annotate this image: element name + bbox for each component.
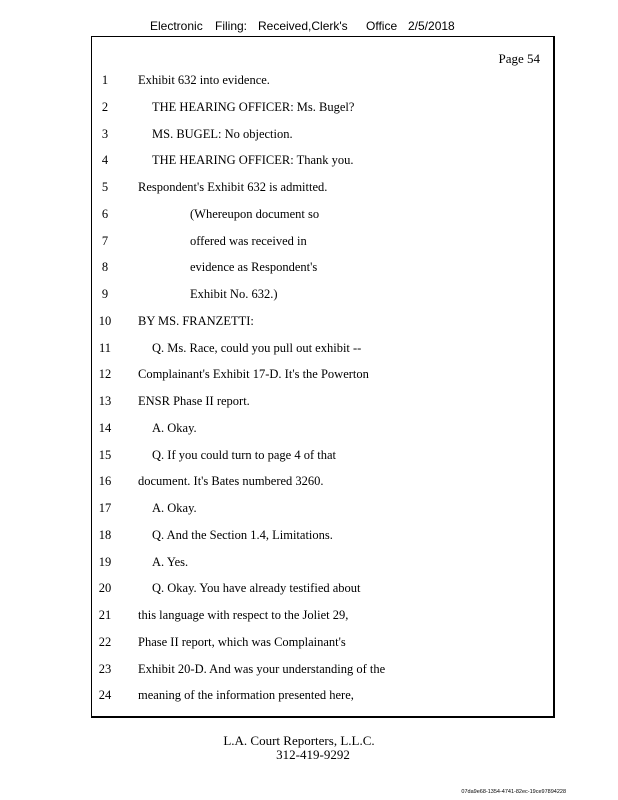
line-number: 20	[98, 581, 112, 596]
line-text: MS. BUGEL: No objection.	[152, 126, 293, 141]
line-text: A. Okay.	[152, 501, 197, 515]
line-text: Q. And the Section 1.4, Limitations.	[152, 527, 333, 542]
line-text: Exhibit No. 632.)	[190, 287, 278, 301]
line-number: 1	[101, 73, 109, 87]
line-text: Exhibit 20-D. And was your understanding of the	[138, 661, 386, 676]
line-text: Phase II report, which was Complainant's	[138, 634, 346, 649]
line-number: 12	[98, 367, 112, 382]
line-text: Q. Ms. Race, could you pull out exhibit --	[152, 340, 362, 355]
line-number: 23	[98, 661, 112, 676]
header-word-electronic: Electronic	[150, 19, 203, 33]
line-number: 17	[98, 501, 112, 515]
line-number: 10	[98, 313, 112, 328]
document-hash: 07da9e68-1354-4741-82ec-19ce97894228	[461, 789, 566, 795]
line-number: 2	[101, 99, 109, 114]
line-number: 22	[98, 634, 112, 649]
line-text: evidence as Respondent's	[190, 260, 318, 275]
line-text: Exhibit 632 into evidence.	[138, 73, 270, 87]
line-number: 14	[98, 420, 112, 435]
line-number: 21	[98, 608, 112, 622]
line-text: ENSR Phase II report.	[138, 394, 250, 408]
line-text: Q. If you could turn to page 4 of that	[152, 447, 336, 462]
line-text: Q. Okay. You have already testified about	[152, 581, 361, 596]
line-text: this language with respect to the Joliet 29,	[138, 608, 349, 622]
line-text: document. It's Bates numbered 3260.	[138, 474, 324, 489]
line-number: 19	[98, 554, 112, 569]
line-text: (Whereupon document so	[190, 206, 320, 221]
line-text: Complainant's Exhibit 17-D. It's the Powerton	[138, 367, 369, 382]
line-number: 6	[101, 206, 109, 221]
line-number: 16	[98, 474, 112, 489]
line-text: Respondent's Exhibit 632 is admitted.	[138, 180, 328, 194]
line-text: BY MS. FRANZETTI:	[138, 313, 254, 328]
line-number: 5	[101, 180, 109, 194]
line-number: 24	[98, 688, 112, 703]
header-word-date: 2/5/2018	[408, 19, 455, 33]
line-number: 11	[98, 340, 112, 355]
line-number: 13	[98, 394, 112, 408]
efiling-header	[0, 19, 618, 37]
line-text: A. Yes.	[152, 554, 189, 569]
line-text: A. Okay.	[152, 420, 197, 435]
line-number: 8	[101, 260, 109, 275]
line-number: 15	[98, 447, 112, 462]
line-text: THE HEARING OFFICER: Ms. Bugel?	[152, 99, 355, 114]
line-number: 4	[101, 153, 109, 168]
reporter-company: L.A. Court Reporters, L.L.C.	[223, 733, 375, 748]
header-word-received: Received,Clerk's	[258, 19, 348, 33]
header-word-filing: Filing:	[215, 19, 248, 33]
line-number: 18	[98, 527, 112, 542]
line-text: THE HEARING OFFICER: Thank you.	[152, 153, 354, 168]
page-number: Page 54	[498, 51, 540, 66]
line-number: 7	[101, 233, 109, 248]
line-text: offered was received in	[190, 233, 307, 248]
header-word-office: Office	[366, 19, 398, 33]
line-text: meaning of the information presented here,	[138, 688, 354, 703]
line-number: 3	[101, 126, 109, 141]
line-number: 9	[101, 287, 109, 301]
reporter-phone: 312-419-9292	[276, 747, 350, 762]
